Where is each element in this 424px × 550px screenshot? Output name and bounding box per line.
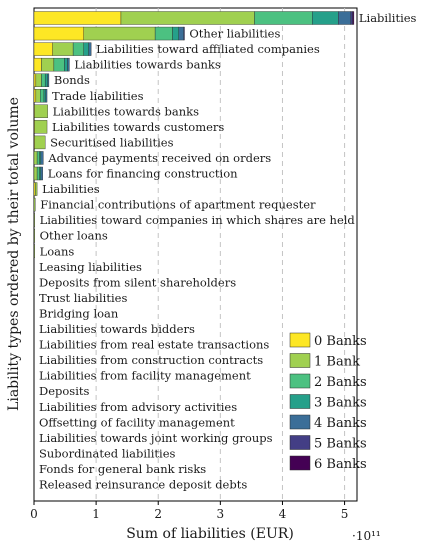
category-label: Liabilities towards banks: [52, 104, 200, 119]
legend-label: 5 Banks: [314, 436, 367, 452]
x-tick-label: 1: [92, 507, 100, 521]
bar-segment: [45, 74, 47, 87]
legend-swatch: [290, 374, 310, 388]
x-tick-label: 0: [30, 507, 38, 521]
category-label: Other loans: [39, 228, 108, 243]
category-label: Trade liabilities: [52, 88, 144, 103]
bar-segment: [54, 58, 65, 71]
bar-segment: [35, 183, 37, 196]
legend-label: 4 Banks: [314, 416, 367, 431]
x-tick-label: 2: [154, 507, 163, 521]
bar-segment: [34, 229, 35, 242]
bar-segment: [34, 214, 35, 227]
bar-segment: [34, 167, 37, 180]
legend-swatch: [290, 395, 310, 409]
bar-segment: [84, 43, 89, 56]
legend-label: 6 Banks: [314, 457, 367, 472]
bar-segment: [73, 43, 84, 56]
category-label: Financial contributions of apartment requester: [40, 197, 316, 212]
category-label: Bridging loan: [39, 306, 119, 321]
category-label: Securitised liabilities: [50, 135, 174, 150]
bar-segment: [41, 74, 45, 87]
y-axis-title: Liability types ordered by their total volume: [6, 97, 22, 411]
category-label: Liabilities toward companies in which shares are held: [39, 213, 355, 228]
legend-label: 2 Banks: [314, 375, 367, 390]
category-label: Deposits: [39, 384, 90, 399]
bar-segment: [89, 43, 91, 56]
x-axis-title: Sum of liabilities (EUR): [126, 526, 294, 542]
bar-segment: [37, 151, 39, 164]
category-label: Fonds for general bank risks: [39, 461, 207, 476]
category-label: Liabilities: [358, 11, 417, 25]
category-label: Bonds: [53, 73, 90, 88]
bar-segment: [34, 151, 37, 164]
bar-segment: [179, 27, 184, 40]
bar-segment: [35, 136, 46, 149]
bar-segment: [34, 198, 35, 211]
x-tick-label: 5: [340, 507, 349, 521]
bar-segment: [36, 89, 40, 102]
bar-segment: [338, 12, 350, 25]
category-label: Liabilities: [42, 182, 100, 197]
bar-segment: [173, 27, 179, 40]
bar-segment: [184, 27, 185, 40]
legend-swatch: [290, 436, 310, 450]
category-label: Offsetting of facility management: [39, 415, 235, 430]
category-label: Loans: [39, 244, 75, 259]
bar-segment: [34, 74, 36, 87]
legend-swatch: [290, 456, 310, 470]
bar-segment: [84, 27, 155, 40]
bar-segment: [353, 12, 354, 25]
bar-segment: [46, 89, 47, 102]
bar-segment: [34, 12, 121, 25]
category-label: Liabilities from construction contracts: [39, 353, 264, 368]
bar-segment: [255, 12, 313, 25]
x-tick-label: 3: [216, 507, 225, 521]
legend-label: 1 Bank: [314, 354, 360, 370]
legend-swatch: [290, 415, 310, 429]
bar-segment: [35, 105, 48, 118]
category-label: Liabilities from facility management: [39, 368, 251, 383]
bar-segment: [34, 27, 84, 40]
bar-segment: [41, 58, 53, 71]
bar-segment: [155, 27, 172, 40]
bar-segment: [68, 58, 70, 71]
bar-segment: [64, 58, 67, 71]
category-label: Liabilities towards bidders: [39, 322, 195, 336]
x-axis-scale-label: ·10¹¹: [352, 529, 381, 543]
category-label: Liabilities toward affiliated companies: [96, 42, 320, 57]
bar-segment: [44, 89, 46, 102]
legend-label: 0 Banks: [314, 334, 367, 349]
x-axis-ticks: [30, 501, 348, 521]
category-label: Liabilities from advisory activities: [39, 399, 238, 414]
category-label: Loans for financing construction: [47, 166, 238, 181]
bar-segment: [37, 167, 39, 180]
legend-swatch: [290, 333, 310, 347]
bar-segment: [35, 120, 47, 133]
category-label: Leasing liabilities: [39, 259, 142, 274]
bar-segment: [41, 151, 43, 164]
bar-segment: [34, 89, 36, 102]
bar-segment: [40, 89, 44, 102]
bar-segment: [34, 245, 35, 258]
category-label: Liabilities from real estate transactions: [39, 337, 270, 352]
bar-segment: [53, 43, 73, 56]
category-label: Liabilities towards banks: [74, 57, 221, 72]
bar-segment: [36, 74, 42, 87]
bar-segment: [351, 12, 353, 25]
bar-segment: [41, 167, 43, 180]
bar-segment: [121, 12, 255, 25]
category-label: Other liabilities: [189, 26, 281, 41]
category-label: Advance payments received on orders: [48, 150, 272, 165]
legend-swatch: [290, 354, 310, 368]
bar-segment: [312, 12, 338, 25]
category-label: Deposits from silent shareholders: [39, 275, 237, 290]
category-label: Liabilities towards customers: [52, 119, 225, 134]
category-label: Trust liabilities: [39, 290, 128, 305]
x-tick-label: 4: [278, 507, 287, 521]
bar-segment: [34, 58, 41, 71]
category-label: Subordinated liabilities: [39, 446, 176, 461]
bar-segment: [34, 43, 53, 56]
legend-label: 3 Banks: [314, 395, 367, 411]
category-label: Released reinsurance deposit debts: [39, 477, 248, 492]
category-label: Liabilities towards joint working groups: [39, 430, 273, 445]
bar-segment: [48, 74, 49, 87]
